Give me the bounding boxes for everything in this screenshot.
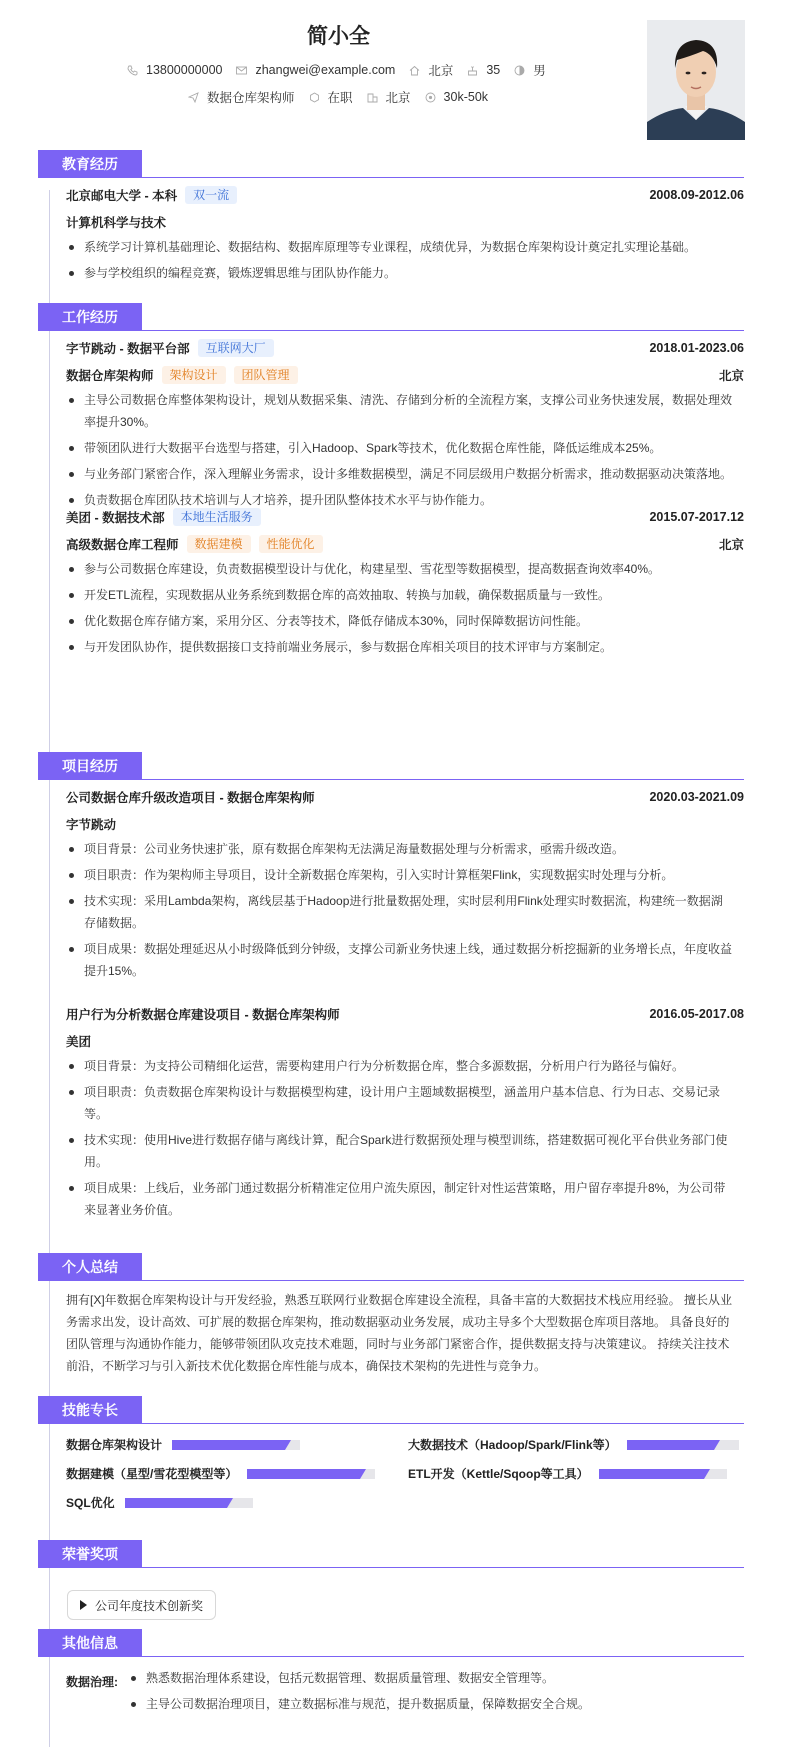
skill-name: SQL优化: [66, 1496, 115, 1510]
section-divider: [38, 779, 744, 780]
gender-text: 男: [533, 64, 546, 78]
job-title-row: [66, 535, 744, 553]
education-title: 教育经历: [38, 150, 142, 178]
skill-bar-fill: [247, 1469, 360, 1479]
job-intent-row: [188, 88, 502, 106]
building-icon: [367, 92, 378, 103]
city-item: [409, 61, 453, 79]
skills-section: [38, 1396, 744, 1516]
skill-bar-fill: [172, 1440, 285, 1450]
list-item: 项目背景：为支持公司精细化运营，需要构建用户行为分析数据仓库，整合多源数据，分析用户行为路径与偏好。: [66, 1055, 732, 1077]
age-text: 35: [486, 63, 501, 77]
phone-text: 13800000000: [146, 63, 223, 77]
summary-title: 个人总结: [38, 1253, 142, 1281]
projects-section: [38, 752, 744, 1232]
skills-header: [38, 1396, 744, 1424]
job-title: 高级数据仓库工程师: [66, 538, 179, 552]
salary-item: [425, 90, 488, 104]
list-item: 项目职责：负责数据仓库架构设计与数据模型构建，设计用户主题域数据模型，涵盖用户基本信息、行为日志、交易记录等。: [66, 1081, 732, 1125]
work-header: [38, 303, 744, 331]
section-divider: [38, 177, 744, 178]
list-item: 带领团队进行大数据平台选型与搭建，引入Hadoop、Spark等技术，优化数据仓库性能，降低运维成本25%。: [66, 437, 732, 459]
skill-tag: 架构设计: [162, 366, 226, 384]
send-icon: [188, 92, 199, 103]
summary-section: [38, 1253, 744, 1383]
other-bullets: [128, 1667, 732, 1719]
other-label: 数据治理:: [66, 1675, 118, 1689]
skill-item: [408, 1436, 739, 1453]
list-item: 参与学校组织的编程竞赛，锻炼逻辑思维与团队协作能力。: [66, 262, 732, 284]
list-item: 熟悉数据治理体系建设，包括元数据管理、数据质量管理、数据安全管理等。: [128, 1667, 732, 1689]
target-city-item: [367, 88, 411, 106]
list-item: 参与公司数据仓库建设，负责数据模型设计与优化，构建星型、雪花型等数据模型，提高数据查询效率40%。: [66, 558, 732, 580]
other-title: 其他信息: [38, 1629, 142, 1657]
list-item: 项目职责：作为架构师主导项目，设计全新数据仓库架构，引入实时计算框架Flink，实现数据实时处理与分析。: [66, 864, 732, 886]
company-name: 美团 - 数据技术部: [66, 511, 165, 525]
list-item: 主导公司数据仓库整体架构设计，规划从数据采集、清洗、存储到分析的全流程方案，支撑公司业务快速发展，数据处理效率提升30%。: [66, 389, 732, 433]
project-company-row: [66, 815, 744, 833]
skill-bar: [599, 1469, 727, 1479]
skill-tag: 性能优化: [259, 535, 323, 553]
company-tag: 本地生活服务: [173, 508, 261, 526]
major-name: 计算机科学与技术: [66, 216, 167, 230]
home-icon: [409, 65, 420, 76]
job-title: 数据仓库架构师: [66, 369, 154, 383]
list-item: 系统学习计算机基础理论、数据结构、数据库原理等专业课程，成绩优异，为数据仓库架构设计奠定扎实理论基础。: [66, 236, 732, 258]
gender-icon: [514, 65, 525, 76]
skill-name: 大数据技术（Hadoop/Spark/Flink等）: [408, 1438, 617, 1452]
work-entry-header: [66, 339, 744, 357]
list-item: 主导公司数据治理项目，建立数据标准与规范，提升数据质量，保障数据安全合规。: [128, 1693, 732, 1715]
projects-header: [38, 752, 744, 780]
skill-tag: 数据建模: [187, 535, 251, 553]
list-item: 与开发团队协作，提供数据接口支持前端业务展示，参与数据仓库相关项目的技术评审与方案制定。: [66, 636, 732, 658]
email-text: zhangwei@example.com: [255, 63, 396, 77]
section-divider: [38, 1567, 744, 1568]
list-item: 技术实现：采用Lambda架构，离线层基于Hadoop进行批量数据处理，实时层利用Flink处理实时数据流，构建统一数据湖存储数据。: [66, 890, 732, 934]
summary-text: 拥有[X]年数据仓库架构设计与开发经验，熟悉互联网行业数据仓库建设全流程，具备丰富的大数据技术栈应用经验。 擅长从业务需求出发，设计高效、可扩展的数据仓库架构，推动数据驱动业务发展，成功主导多个大型数据仓库项目落地。 具备良好的团队管理与沟通协作能力，能够带领团队攻克技术难题，同时与业务部门紧密合作，提供数据支持与决策建议。 持续关注技术前沿，不断学习与引入新技术优化数据仓库性能与成本，确保技术架构的先进性与竞争力。: [66, 1293, 733, 1373]
work-bullets: [66, 389, 732, 515]
education-header: [38, 150, 744, 178]
section-divider: [38, 1280, 744, 1281]
work-entry-header: [66, 508, 744, 526]
project-company: 美团: [66, 1035, 92, 1049]
other-section: [38, 1629, 744, 1739]
salary-icon: [425, 92, 436, 103]
project-name: 用户行为分析数据仓库建设项目 - 数据仓库架构师: [66, 1008, 340, 1022]
target-city-text: 北京: [385, 91, 411, 105]
skill-item: [66, 1436, 300, 1453]
salary-text: 30k-50k: [443, 90, 489, 104]
skill-bar: [172, 1440, 300, 1450]
skill-item: [66, 1494, 253, 1511]
list-item: 技术实现：使用Hive进行数据存储与离线计算，配合Spark进行数据预处理与模型训练，搭建数据可视化平台供业务部门使用。: [66, 1129, 732, 1173]
school-tag: 双一流: [185, 186, 237, 204]
skills-title: 技能专长: [38, 1396, 142, 1424]
phone-item: [127, 63, 222, 77]
school-name: 北京邮电大学 - 本科: [66, 189, 178, 203]
education-section: [38, 150, 744, 290]
list-item: 负责数据仓库团队技术培训与人才培养，提升团队整体技术水平与协作能力。: [66, 489, 732, 511]
skill-bar-fill: [125, 1498, 227, 1508]
award-name: 公司年度技术创新奖: [95, 1598, 204, 1613]
project-entry-header: [66, 1005, 744, 1023]
company-tag: 互联网大厂: [198, 339, 274, 357]
list-item: 项目成果：数据处理延迟从小时级降低到分钟级，支撑公司新业务快速上线，通过数据分析挖掘新的业务增长点，年度收益提升15%。: [66, 938, 732, 982]
skill-bar-fill: [627, 1440, 714, 1450]
skill-item: [408, 1465, 727, 1482]
education-bullets: [66, 236, 732, 288]
project-entry-header: [66, 788, 744, 806]
work-location: 北京: [718, 369, 744, 383]
awards-header: [38, 1540, 744, 1568]
email-item: [236, 63, 395, 77]
education-date: 2008.09-2012.06: [649, 188, 744, 202]
position-text: 数据仓库架构师: [207, 91, 295, 105]
other-header: [38, 1629, 744, 1657]
summary-header: [38, 1253, 744, 1281]
projects-title: 项目经历: [38, 752, 142, 780]
candidate-name: 简小全: [307, 25, 370, 48]
work-date: 2015.07-2017.12: [649, 510, 744, 524]
section-divider: [38, 1656, 744, 1657]
list-item: 与业务部门紧密合作，深入理解业务需求，设计多维数据模型，满足不同层级用户数据分析需求，推动数据驱动决策落地。: [66, 463, 732, 485]
skill-item: [66, 1465, 375, 1482]
age-item: [467, 63, 500, 77]
education-entry-header: [66, 186, 744, 204]
skill-tag: 团队管理: [234, 366, 298, 384]
status-text: 在职: [327, 91, 353, 105]
work-location: 北京: [718, 538, 744, 552]
position-item: [188, 88, 295, 106]
contact-row: [127, 61, 560, 79]
skill-bar: [627, 1440, 739, 1450]
profile-photo: [647, 20, 745, 140]
project-bullets: [66, 838, 732, 986]
skill-bar-fill: [599, 1469, 704, 1479]
gender-item: [514, 61, 546, 79]
list-item: 开发ETL流程，实现数据从业务系统到数据仓库的高效抽取、转换与加载，确保数据质量与一致性。: [66, 584, 732, 606]
play-icon: [80, 1600, 87, 1610]
award-item[interactable]: [67, 1590, 216, 1620]
phone-icon: [127, 65, 138, 76]
skill-name: ETL开发（Kettle/Sqoop等工具）: [408, 1467, 589, 1481]
project-company: 字节跳动: [66, 818, 117, 832]
email-icon: [236, 65, 247, 76]
work-section: [38, 303, 744, 663]
skill-bar: [125, 1498, 253, 1508]
section-divider: [38, 1423, 744, 1424]
list-item: 优化数据仓库存储方案，采用分区、分表等技术，降低存储成本30%，同时保障数据访问性能。: [66, 610, 732, 632]
age-icon: [467, 65, 478, 76]
company-name: 字节跳动 - 数据平台部: [66, 342, 190, 356]
work-date: 2018.01-2023.06: [649, 341, 744, 355]
skill-name: 数据建模（星型/雪花型模型等）: [66, 1467, 238, 1481]
major-row: [66, 213, 744, 231]
awards-section: [38, 1540, 744, 1630]
status-item: [309, 88, 353, 106]
project-date: 2020.03-2021.09: [649, 790, 744, 804]
job-title-row: [66, 366, 744, 384]
project-company-row: [66, 1032, 744, 1050]
work-title: 工作经历: [38, 303, 142, 331]
list-item: 项目背景：公司业务快速扩张，原有数据仓库架构无法满足海量数据处理与分析需求，亟需升级改造。: [66, 838, 732, 860]
project-name: 公司数据仓库升级改造项目 - 数据仓库架构师: [66, 791, 315, 805]
section-divider: [38, 330, 744, 331]
project-bullets: [66, 1055, 732, 1225]
work-bullets: [66, 558, 732, 662]
project-date: 2016.05-2017.08: [649, 1007, 744, 1021]
skill-name: 数据仓库架构设计: [66, 1438, 163, 1452]
status-icon: [309, 92, 320, 103]
skill-bar: [247, 1469, 375, 1479]
awards-title: 荣誉奖项: [38, 1540, 142, 1568]
list-item: 项目成果：上线后，业务部门通过数据分析精准定位用户流失原因，制定针对性运营策略，用户留存率提升8%，为公司带来显著业务价值。: [66, 1177, 732, 1221]
city-text: 北京: [428, 64, 454, 78]
